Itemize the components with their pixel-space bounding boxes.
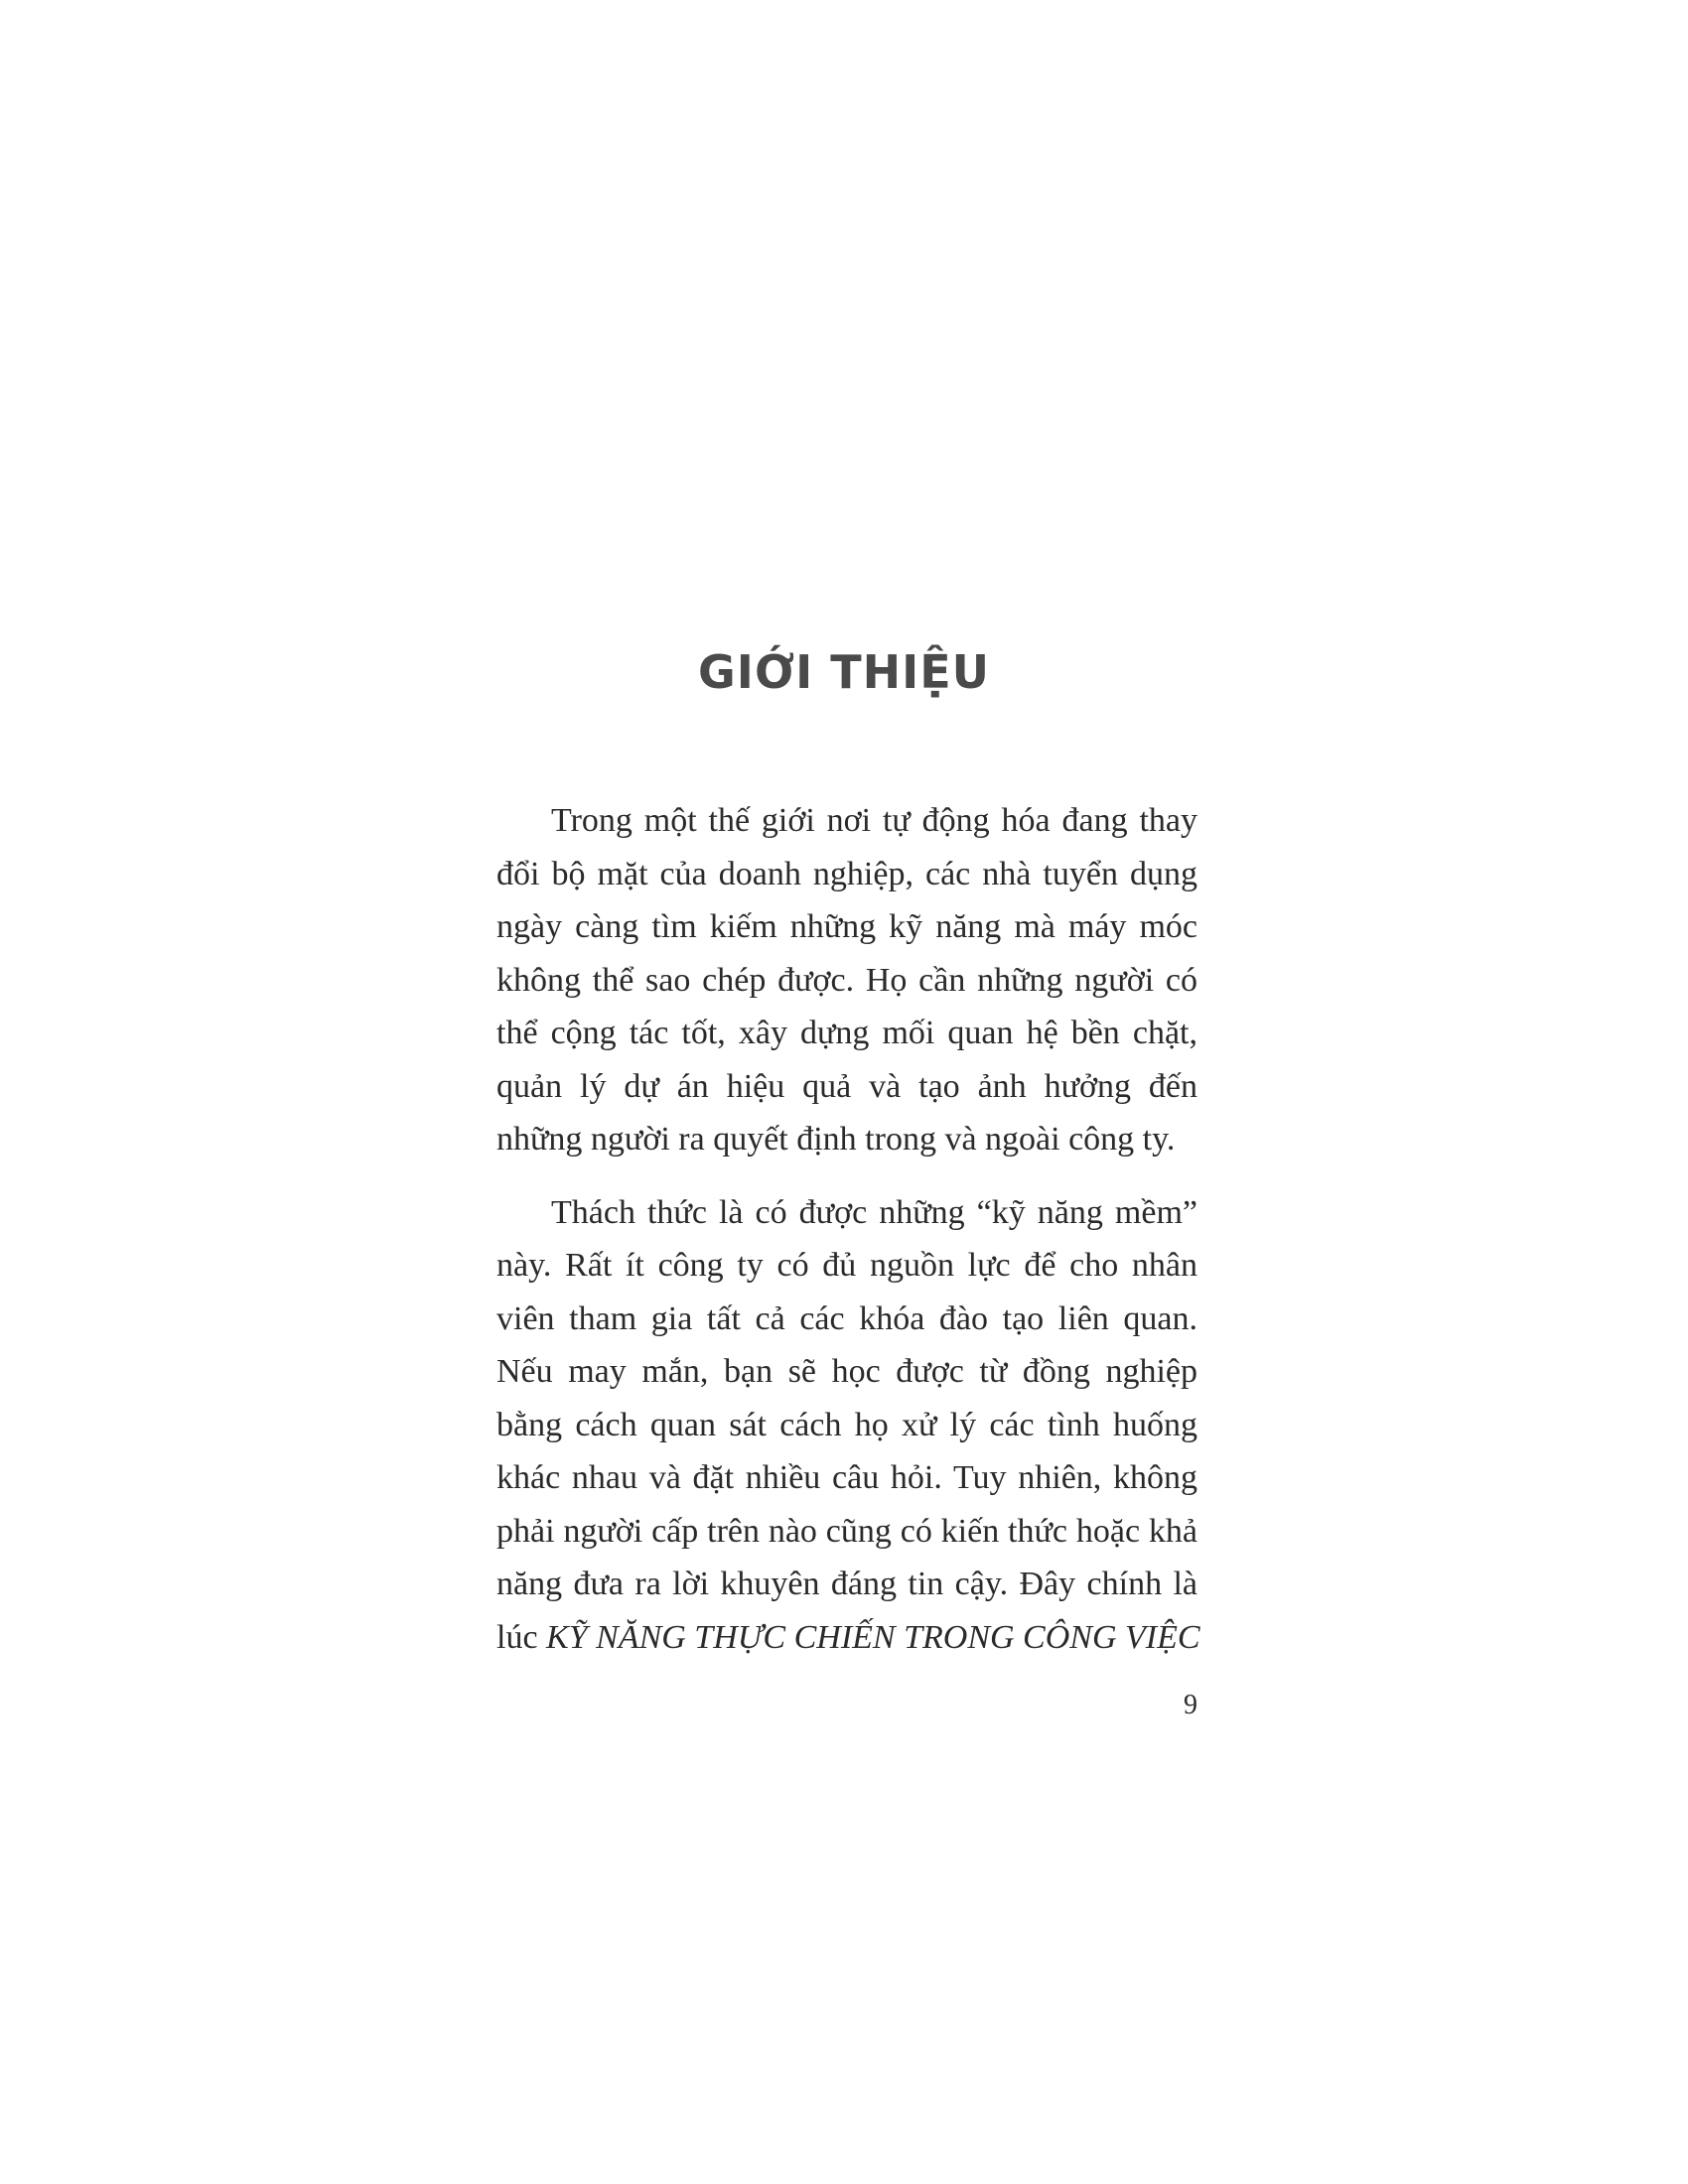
text-line: Thách thức là có được những “kỹ năng mềm” xyxy=(551,1193,1197,1231)
paragraph-1 xyxy=(496,794,1197,1166)
text-line: Trong một thế giới nơi tự động hóa đang thay xyxy=(551,802,1197,839)
paragraph-2 xyxy=(496,1186,1200,1665)
book-title-italic: KỸ NĂNG THỰC CHIẾN TRONG CÔNG VIỆC xyxy=(546,1618,1200,1656)
text-line: viên tham gia tất cả các khóa đào tạo liên quan. xyxy=(496,1299,1197,1337)
text-line: Nếu may mắn, bạn sẽ học được từ đồng nghiệp xyxy=(496,1353,1197,1390)
text-line-final xyxy=(496,1611,1200,1665)
text-line: quản lý dự án hiệu quả và tạo ảnh hưởng đến xyxy=(496,1067,1197,1105)
text-line: đổi bộ mặt của doanh nghiệp, các nhà tuyển dụng xyxy=(496,855,1197,892)
text-line: thể cộng tác tốt, xây dựng mối quan hệ bền chặt, xyxy=(496,1015,1197,1051)
text-line: bằng cách quan sát cách họ xử lý các tình huống xyxy=(496,1406,1197,1443)
text-line: khác nhau và đặt nhiều câu hỏi. Tuy nhiên, không xyxy=(496,1459,1197,1496)
chapter-title: GIỚI THIỆU xyxy=(698,645,990,699)
text-prefix: lúc xyxy=(496,1618,547,1656)
body-text xyxy=(496,794,1200,1684)
text-line: không thể sao chép được. Họ cần những người có xyxy=(496,961,1197,999)
text-line: ngày càng tìm kiếm những kỹ năng mà máy móc xyxy=(496,908,1197,945)
text-line: phải người cấp trên nào cũng có kiến thức hoặc khả xyxy=(496,1512,1197,1550)
text-line: này. Rất ít công ty có đủ nguồn lực để cho nhân xyxy=(496,1247,1197,1284)
text-line: những người ra quyết định trong và ngoài công ty. xyxy=(496,1121,1176,1158)
text-line: năng đưa ra lời khuyên đáng tin cậy. Đây chính là xyxy=(496,1566,1197,1602)
page-number: 9 xyxy=(1184,1690,1197,1720)
